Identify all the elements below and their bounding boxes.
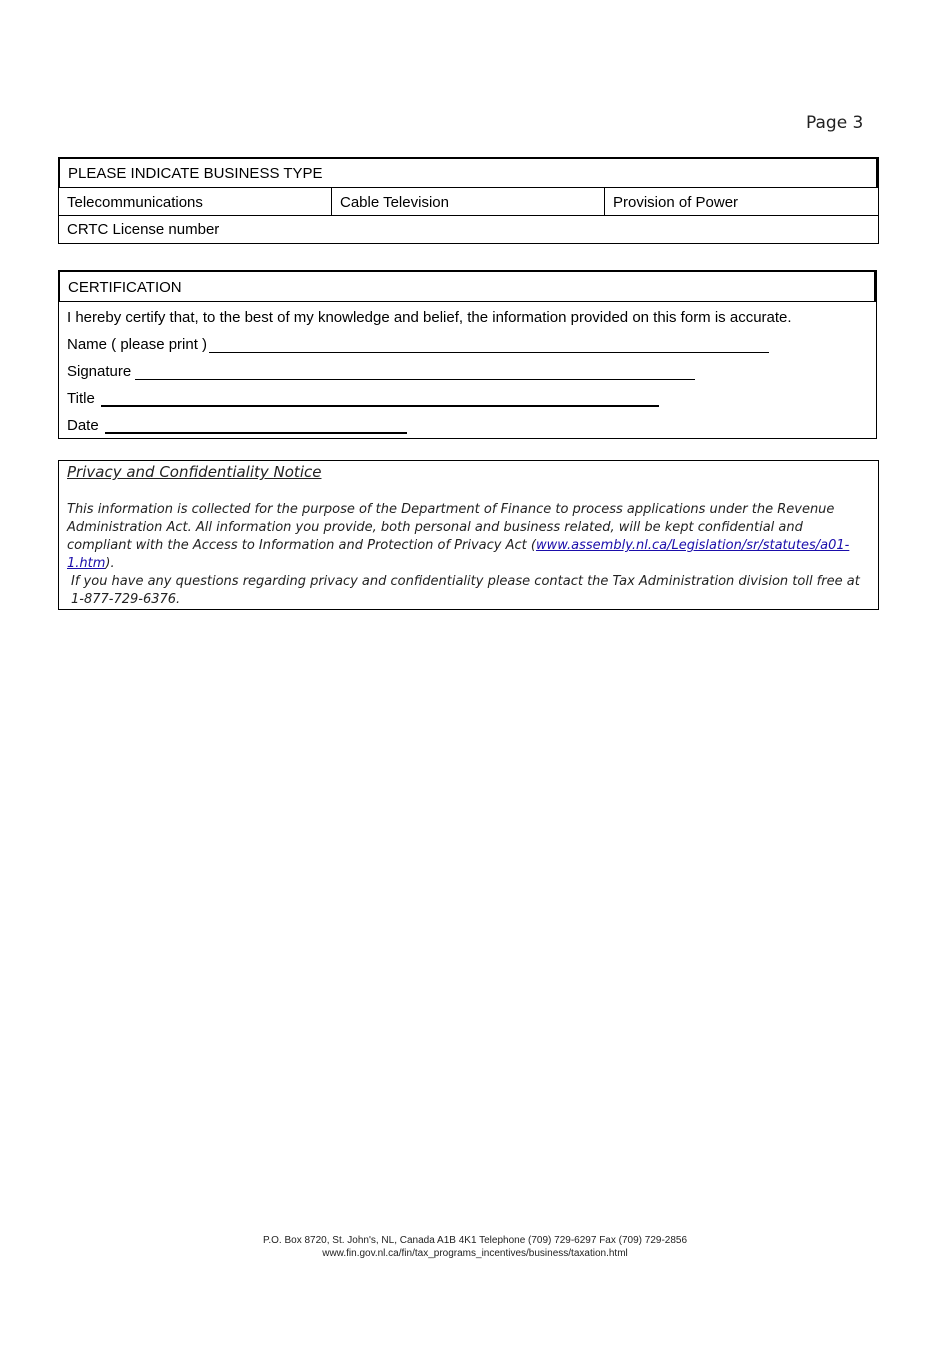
privacy-paragraph-1 (67, 501, 867, 573)
crtc-license-field[interactable]: CRTC License number (67, 221, 220, 238)
privacy-notice (58, 460, 879, 610)
signature-label: Signature (67, 363, 132, 380)
signature-field[interactable] (67, 363, 695, 380)
name-field[interactable] (67, 336, 769, 353)
page-footer (0, 1234, 950, 1260)
privacy-title: Privacy and Confidentiality Notice (67, 463, 322, 481)
title-label: Title (67, 390, 95, 407)
option-cable-television[interactable]: Cable Television (332, 188, 605, 215)
business-type-header: PLEASE INDICATE BUSINESS TYPE (59, 158, 878, 188)
footer-address: P.O. Box 8720, St. John's, NL, Canada A1B 4K1 Telephone (709) 729-6297 Fax (709) 729-2856 (262, 1235, 688, 1246)
option-provision-of-power[interactable]: Provision of Power (613, 194, 739, 211)
date-field[interactable] (67, 417, 407, 434)
business-type-options-row (59, 188, 878, 216)
certification-header: CERTIFICATION (59, 271, 876, 302)
name-label: Name ( please print ) (67, 336, 208, 353)
privacy-paragraph-2: If you have any questions regarding privacy and confidentiality please contact the Tax Administration division toll free at 1-877-729-6376. (71, 574, 860, 607)
name-line[interactable] (209, 338, 769, 353)
certification-statement: I hereby certify that, to the best of my knowledge and belief, the information provided on this form is accurate. (67, 309, 792, 326)
signature-line[interactable] (135, 365, 695, 380)
option-telecommunications[interactable]: Telecommunications (59, 188, 332, 215)
privacy-text-before-link: This information is collected for the purpose of the Department of Finance to process applications under the Revenue Administration Act. All information you provide, both personal and business related, will be kept confidential and compliant with the Access to Information and Protection of Privacy Act ( (67, 502, 835, 553)
legislation-link[interactable]: www.assembly.nl.ca/Legislation/sr/statutes/a01-1.htm (67, 538, 850, 571)
date-label: Date (67, 417, 99, 434)
business-type-table (58, 157, 879, 244)
certification-section (58, 270, 877, 439)
page-number: Page 3 (806, 113, 864, 133)
date-line[interactable] (105, 418, 407, 434)
footer-url: www.fin.gov.nl.ca/fin/tax_programs_incentives/business/taxation.html (322, 1248, 628, 1259)
privacy-text-after-link: ). (105, 556, 115, 571)
title-field[interactable] (67, 390, 659, 407)
title-line[interactable] (101, 391, 659, 407)
